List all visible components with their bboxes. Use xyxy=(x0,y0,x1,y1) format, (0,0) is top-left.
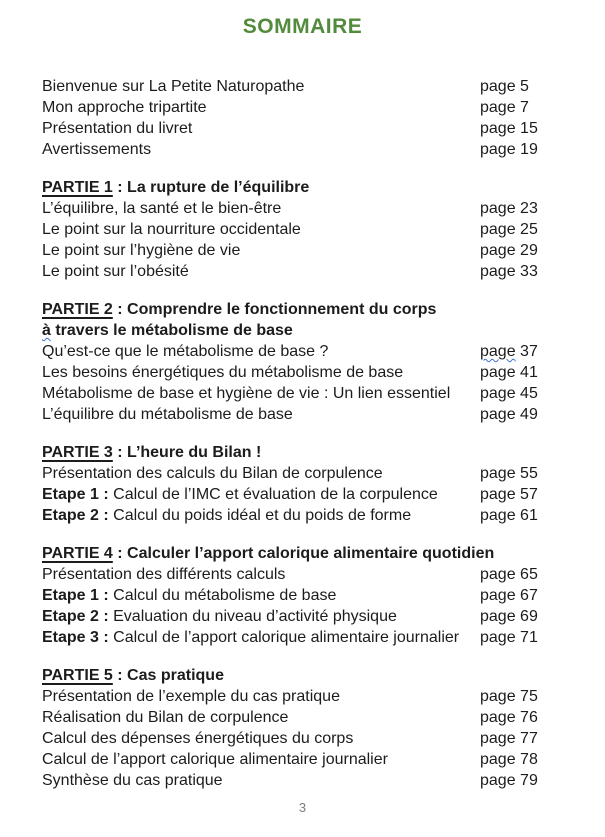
entry-step-prefix: Etape 2 : xyxy=(42,507,109,524)
entry-title: Présentation de l’exemple du cas pratique xyxy=(42,688,340,705)
footer-page-number: 3 xyxy=(298,800,307,815)
section-heading xyxy=(42,665,585,686)
entry-title: Présentation des différents calculs xyxy=(42,566,286,583)
entry-title-text: Calcul de l’apport calorique alimentaire journalier xyxy=(108,629,460,646)
toc-entry xyxy=(42,585,585,606)
toc-entry xyxy=(42,97,585,118)
toc-section xyxy=(42,665,585,791)
entry-title: Calcul de l’apport calorique alimentaire journalier xyxy=(42,751,388,768)
entry-title xyxy=(42,505,480,526)
entry-title: Le point sur la nourriture occidentale xyxy=(42,221,301,238)
toc-entry xyxy=(42,686,585,707)
entry-title: Avertissements xyxy=(42,141,152,158)
entry-title: Le point sur l’hygiène de vie xyxy=(42,242,241,259)
entry-page-number: page 71 xyxy=(480,629,538,646)
section-heading xyxy=(42,543,585,564)
section-heading-title: : Comprendre le fonctionnement du corps xyxy=(112,301,437,318)
entry-title-text: Calcul de l’IMC et évaluation de la corpulence xyxy=(108,486,438,503)
entry-page-number: page 29 xyxy=(480,242,538,259)
entry-page-number: page 61 xyxy=(480,507,538,524)
toc-entry xyxy=(42,564,585,585)
entry-page-number: page 65 xyxy=(480,566,538,583)
entry-page-number: page 49 xyxy=(480,406,538,423)
toc-entry xyxy=(42,198,585,219)
entry-page-number: page 33 xyxy=(480,263,538,280)
toc-entry xyxy=(42,728,585,749)
entry-page-number: page 79 xyxy=(480,772,538,789)
toc-entry xyxy=(42,627,585,648)
entry-page-number: page 23 xyxy=(480,200,538,217)
entry-page-number: page 69 xyxy=(480,608,538,625)
entry-title: Bienvenue sur La Petite Naturopathe xyxy=(42,78,305,95)
entry-page-number: page 15 xyxy=(480,120,538,137)
toc-entry xyxy=(42,749,585,770)
entry-title: Les besoins énergétiques du métabolisme de base xyxy=(42,364,404,381)
entry-title: Présentation du livret xyxy=(42,120,193,137)
entry-title-text: Calcul du métabolisme de base xyxy=(108,587,337,604)
toc-entry xyxy=(42,383,585,404)
entry-page-number: page 78 xyxy=(480,751,538,768)
toc-entry xyxy=(42,219,585,240)
toc-entry xyxy=(42,484,585,505)
toc-section xyxy=(42,543,585,648)
entry-title-text: Calcul du poids idéal et du poids de forme xyxy=(108,507,412,524)
toc-entry xyxy=(42,240,585,261)
entry-page-number: page 77 xyxy=(480,730,538,747)
entry-page-number: page 67 xyxy=(480,587,538,604)
entry-title: Le point sur l’obésité xyxy=(42,263,189,280)
entry-page-number: page 7 xyxy=(480,99,529,116)
entry-title-text: Evaluation du niveau d’activité physique xyxy=(108,608,397,625)
entry-step-prefix: Etape 1 : xyxy=(42,587,109,604)
toc-entry xyxy=(42,362,585,383)
entry-title xyxy=(42,484,480,505)
toc-section xyxy=(42,177,585,282)
toc-entry xyxy=(42,139,585,160)
entry-page-number: page 37 xyxy=(480,343,538,360)
entry-title: L’équilibre, la santé et le bien-être xyxy=(42,200,282,217)
section-heading-title: : Cas pratique xyxy=(112,667,224,684)
toc-entry xyxy=(42,505,585,526)
section-heading-number: PARTIE 3 xyxy=(42,444,113,461)
section-heading-title-continued: travers le métabolisme de base xyxy=(50,322,293,339)
section-heading xyxy=(42,442,585,463)
entry-step-prefix: Etape 3 : xyxy=(42,629,109,646)
toc-section xyxy=(42,299,585,425)
section-heading-title: : La rupture de l’équilibre xyxy=(112,179,310,196)
entry-page-number: page 19 xyxy=(480,141,538,158)
section-heading-line2 xyxy=(42,320,585,341)
entry-title: Mon approche tripartite xyxy=(42,99,207,116)
toc-entry xyxy=(42,118,585,139)
entry-title: Calcul des dépenses énergétiques du corps xyxy=(42,730,354,747)
section-heading xyxy=(42,177,585,198)
toc-entry xyxy=(42,76,585,97)
entry-title xyxy=(42,585,480,606)
toc-intro-section xyxy=(42,76,585,160)
entry-page-number: page 25 xyxy=(480,221,538,238)
entry-page-number: page 41 xyxy=(480,364,538,381)
toc-section xyxy=(42,442,585,526)
toc-entry xyxy=(42,606,585,627)
entry-page-number: page 76 xyxy=(480,709,538,726)
section-heading-number: PARTIE 1 xyxy=(42,179,113,196)
page-title: SOMMAIRE xyxy=(242,15,363,38)
toc-entry xyxy=(42,261,585,282)
entry-title: Réalisation du Bilan de corpulence xyxy=(42,709,289,726)
toc-entry xyxy=(42,404,585,425)
section-heading-title: : L’heure du Bilan ! xyxy=(112,444,262,461)
toc-entry xyxy=(42,463,585,484)
toc-entry xyxy=(42,707,585,728)
toc-entry xyxy=(42,770,585,791)
entry-page-number: page 75 xyxy=(480,688,538,705)
entry-page-number: page 57 xyxy=(480,486,538,503)
section-heading-number: PARTIE 2 xyxy=(42,301,113,318)
entry-title: Métabolisme de base et hygiène de vie : Un lien essentiel xyxy=(42,385,451,402)
toc xyxy=(0,76,605,791)
entry-title xyxy=(42,627,480,648)
section-heading xyxy=(42,299,585,320)
section-heading-title: : Calculer l’apport calorique alimentaire quotidien xyxy=(112,545,495,562)
grammar-squiggle-text: page xyxy=(480,343,516,360)
entry-title: Qu’est-ce que le métabolisme de base ? xyxy=(42,343,329,360)
section-heading-number: PARTIE 5 xyxy=(42,667,113,684)
entry-title: Présentation des calculs du Bilan de corpulence xyxy=(42,465,383,482)
section-heading-number: PARTIE 4 xyxy=(42,545,113,562)
grammar-squiggle-text: à xyxy=(42,322,51,339)
entry-title: L’équilibre du métabolisme de base xyxy=(42,406,293,423)
entry-page-number: page 5 xyxy=(480,78,529,95)
entry-page-number: page 55 xyxy=(480,465,538,482)
toc-entry xyxy=(42,341,585,362)
entry-title: Synthèse du cas pratique xyxy=(42,772,223,789)
entry-page-number: page 45 xyxy=(480,385,538,402)
entry-step-prefix: Etape 2 : xyxy=(42,608,109,625)
entry-step-prefix: Etape 1 : xyxy=(42,486,109,503)
entry-title xyxy=(42,606,480,627)
